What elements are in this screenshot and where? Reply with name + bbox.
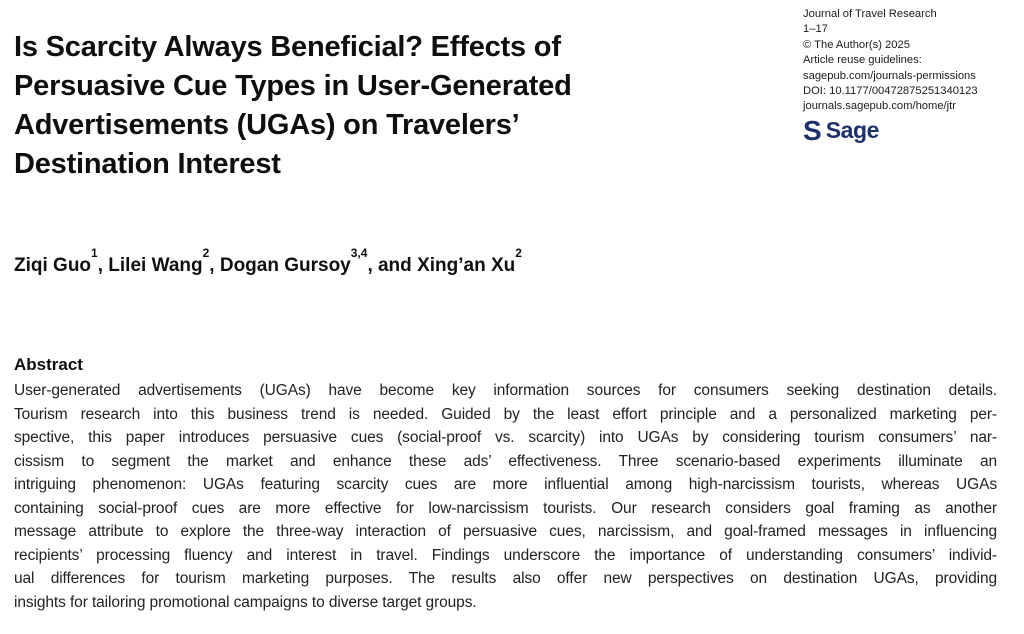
doi-line: DOI: 10.1177/00472875251340123 (803, 85, 978, 98)
reuse-guidelines-label: Article reuse guidelines: (803, 54, 922, 67)
author-byline (14, 246, 522, 277)
page-range: 1–17 (803, 23, 828, 36)
article-title-line: Advertisements (UGAs) on Travelers’ (14, 109, 520, 141)
author-name: Xing’an Xu (417, 255, 516, 277)
abstract-line: insights for tailoring promotional campaigns to diverse target groups. (14, 593, 477, 611)
article-title-line: Persuasive Cue Types in User-Generated (14, 70, 572, 102)
author-name: Dogan Gursoy (219, 255, 351, 277)
abstract-heading: Abstract (14, 355, 83, 374)
abstract-line: recipients’ processing fluency and interest in travel. Findings underscore the importance of understanding consumers’ individ- (14, 546, 997, 564)
abstract-line: User-generated advertisements (UGAs) have become key information sources for consumers seeking destination details. (14, 382, 997, 399)
author (417, 246, 522, 277)
author-name: Ziqi Guo (14, 255, 92, 277)
journal-name: Journal of Travel Research (803, 8, 937, 20)
article-title-line: Is Scarcity Always Beneficial? Effects of (14, 31, 561, 63)
abstract-line: cissism to segment the market and enhance these ads’ effectiveness. Three scenario-based experiments illuminate an (14, 452, 997, 470)
abstract-section (14, 355, 997, 614)
abstract-text (14, 379, 997, 614)
journal-home-link[interactable]: journals.sagepub.com/home/jtr (803, 100, 956, 113)
author-separator: , (209, 255, 220, 277)
journal-masthead (803, 7, 1021, 144)
author-affiliation-sup: 1 (91, 246, 98, 260)
abstract-line: intriguing phenomenon: UGAs featuring scarcity cues are more influential among high-narcissism tourists, whereas UGAs (14, 476, 997, 493)
abstract-line: ual differences for tourism marketing purposes. The results also offer new perspectives on destination UGAs, providing (14, 570, 997, 587)
author-affiliation-sup: 2 (202, 246, 210, 260)
author-separator: , and (367, 255, 418, 277)
abstract-line: containing social-proof cues are more effective for low-narcissism tourists. Our research considers goal framing as another (14, 499, 997, 517)
author-affiliation-sup: 3,4 (350, 246, 368, 260)
copyright-line: © The Author(s) 2025 (803, 38, 910, 51)
permissions-link[interactable]: sagepub.com/journals-permissions (803, 69, 976, 82)
author-separator: , (97, 255, 109, 277)
author (108, 246, 220, 277)
author-affiliation-sup: 2 (515, 246, 522, 260)
author-name: Lilei Wang (108, 255, 203, 277)
article-title-line: Destination Interest (14, 148, 281, 180)
author (219, 246, 418, 277)
author (14, 246, 109, 277)
abstract-line: spective, this paper introduces persuasive cues (social-proof vs. scarcity) into UGAs by considering tourism consumers’ nar- (14, 429, 997, 446)
abstract-line: message attribute to explore the three-way interaction of persuasive cues, narcissism, and goal-framed messages in influencing (14, 523, 997, 540)
sage-logo-text: Sage (825, 117, 880, 144)
article-title (14, 28, 572, 184)
abstract-line: Tourism research into this business trend is needed. Guided by the least effort principle and a personalized marketing per- (14, 405, 997, 423)
sage-logo (803, 114, 1021, 146)
sage-logo-icon: S (803, 114, 821, 146)
